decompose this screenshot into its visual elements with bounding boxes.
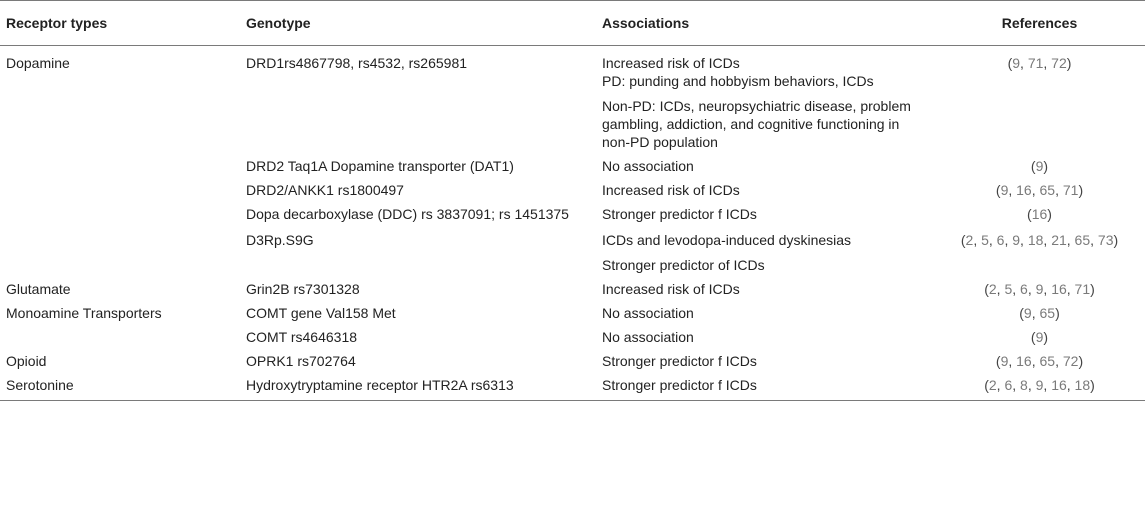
association-text: PD: punding and hobbyism behaviors, ICDs	[602, 73, 874, 89]
cell-references: (9, 71, 72)	[1007, 55, 1072, 71]
association-text: Increased risk of ICDs	[602, 182, 740, 198]
reference-link[interactable]: 16	[1016, 353, 1032, 369]
reference-link[interactable]: 71	[1074, 281, 1091, 297]
cell-references: (9, 16, 65, 71)	[995, 182, 1084, 198]
reference-link[interactable]: 16	[1031, 206, 1048, 222]
cell-receptor-type: Opioid	[6, 353, 47, 369]
reference-link[interactable]: 9	[1035, 281, 1044, 297]
cell-genotype: D3Rp.S9G	[246, 232, 314, 248]
reference-link[interactable]: 16	[1051, 377, 1067, 393]
table-row	[0, 154, 1145, 178]
reference-link[interactable]: 2	[965, 232, 974, 248]
cell-references: (2, 5, 6, 9, 18, 21, 65, 73)	[960, 232, 1119, 248]
reference-link[interactable]: 5	[981, 232, 989, 248]
association-text: Increased risk of ICDs	[602, 55, 740, 71]
cell-references: (9)	[1030, 158, 1049, 174]
reference-link[interactable]: 65	[1039, 305, 1056, 321]
reference-link[interactable]: 16	[1051, 281, 1067, 297]
table-row	[0, 178, 1145, 202]
association-text: Increased risk of ICDs	[602, 281, 740, 297]
reference-link[interactable]: 16	[1016, 182, 1032, 198]
header-associations: Associations	[596, 1, 934, 46]
association-text: Stronger predictor of ICDs	[602, 257, 765, 273]
reference-link[interactable]: 9	[1035, 377, 1044, 393]
cell-associations	[596, 373, 934, 401]
reference-link[interactable]: 2	[988, 377, 997, 393]
association-text: Stronger predictor f ICDs	[602, 206, 757, 222]
reference-link[interactable]: 71	[1062, 182, 1079, 198]
cell-receptor-type: Serotonine	[0, 373, 240, 401]
cell-associations	[596, 202, 934, 226]
cell-receptor-type	[0, 154, 240, 178]
cell-genotype: Grin2B rs7301328	[246, 281, 360, 297]
reference-link[interactable]: 5	[1004, 281, 1013, 297]
cell-references: (9, 65)	[1019, 305, 1060, 321]
reference-link[interactable]: 2	[988, 281, 997, 297]
reference-link[interactable]: 9	[1035, 329, 1044, 345]
association-text: ICDs and levodopa-induced dyskinesias	[602, 232, 852, 248]
table-row	[0, 202, 1145, 226]
cell-associations	[596, 325, 934, 349]
reference-link[interactable]: 71	[1027, 55, 1044, 71]
cell-genotype: Hydroxytryptamine receptor HTR2A rs6313	[240, 373, 596, 401]
cell-receptor-type	[0, 178, 240, 202]
cell-receptor-type: Monoamine Transporters	[6, 305, 162, 321]
cell-associations	[596, 301, 934, 325]
reference-link[interactable]: 65	[1039, 182, 1056, 198]
table-header	[0, 1, 1145, 46]
header-references: References	[934, 1, 1145, 46]
cell-genotype: OPRK1 rs702764	[246, 353, 356, 369]
table-row	[0, 325, 1145, 349]
cell-associations	[596, 46, 934, 155]
cell-genotype: COMT rs4646318	[246, 329, 358, 345]
reference-link[interactable]: 9	[1000, 182, 1009, 198]
cell-genotype: COMT gene Val158 Met	[246, 305, 396, 321]
association-text: Stronger predictor f ICDs	[602, 353, 757, 369]
association-text: No association	[602, 329, 694, 345]
reference-link[interactable]: 9	[1023, 305, 1032, 321]
reference-link[interactable]: 9	[1012, 55, 1021, 71]
cell-receptor-type: Glutamate	[6, 281, 71, 297]
table-row	[0, 46, 1145, 155]
reference-link[interactable]: 21	[1051, 232, 1067, 248]
table-body	[0, 46, 1145, 401]
cell-receptor-type	[0, 202, 240, 226]
cell-receptor-type	[0, 325, 240, 349]
cell-associations	[596, 226, 934, 277]
reference-link[interactable]: 65	[1074, 232, 1091, 248]
reference-link[interactable]: 9	[1000, 353, 1009, 369]
table-row	[0, 301, 1145, 325]
cell-references: (16)	[1027, 206, 1052, 222]
header-row	[0, 1, 1145, 46]
cell-genotype: DRD2 Taq1A Dopamine transporter (DAT1)	[246, 158, 514, 174]
table-row	[0, 349, 1145, 373]
cell-receptor-type: Dopamine	[6, 55, 70, 71]
cell-references: (2, 6, 8, 9, 16, 18)	[934, 373, 1145, 401]
association-text: No association	[602, 305, 694, 321]
table-row	[0, 277, 1145, 301]
header-receptor-types: Receptor types	[0, 1, 240, 46]
cell-genotype: Dopa decarboxylase (DDC) rs 3837091; rs 1451375	[246, 206, 569, 222]
table-row	[0, 226, 1145, 277]
cell-genotype: DRD2/ANKK1 rs1800497	[246, 182, 404, 198]
cell-references: (2, 5, 6, 9, 16, 71)	[984, 281, 1095, 297]
reference-link[interactable]: 6	[996, 232, 1005, 248]
association-text: No association	[602, 158, 694, 174]
cell-associations	[596, 178, 934, 202]
cell-associations	[596, 154, 934, 178]
reference-link[interactable]: 72	[1062, 353, 1079, 369]
reference-link[interactable]: 6	[1004, 377, 1013, 393]
association-text: Stronger predictor f ICDs	[602, 377, 757, 393]
reference-link[interactable]: 73	[1097, 232, 1114, 248]
cell-references: (9, 16, 65, 72)	[995, 353, 1084, 369]
reference-link[interactable]: 18	[1074, 377, 1091, 393]
cell-associations	[596, 277, 934, 301]
reference-link[interactable]: 9	[1035, 158, 1044, 174]
reference-link[interactable]: 6	[1020, 281, 1028, 297]
table-row	[0, 373, 1145, 401]
cell-associations	[596, 349, 934, 373]
header-genotype: Genotype	[240, 1, 596, 46]
association-text: Non-PD: ICDs, neuropsychiatric disease, problem gambling, addiction, and cognitive functioning in non-PD population	[602, 98, 911, 150]
reference-link[interactable]: 9	[1012, 232, 1021, 248]
reference-link[interactable]: 8	[1020, 377, 1028, 393]
cell-references: (9)	[1030, 329, 1049, 345]
cell-receptor-type	[0, 226, 240, 277]
cell-genotype: DRD1rs4867798, rs4532, rs265981	[246, 55, 468, 71]
reference-link[interactable]: 18	[1027, 232, 1044, 248]
reference-link[interactable]: 72	[1051, 55, 1067, 71]
reference-link[interactable]: 65	[1039, 353, 1056, 369]
